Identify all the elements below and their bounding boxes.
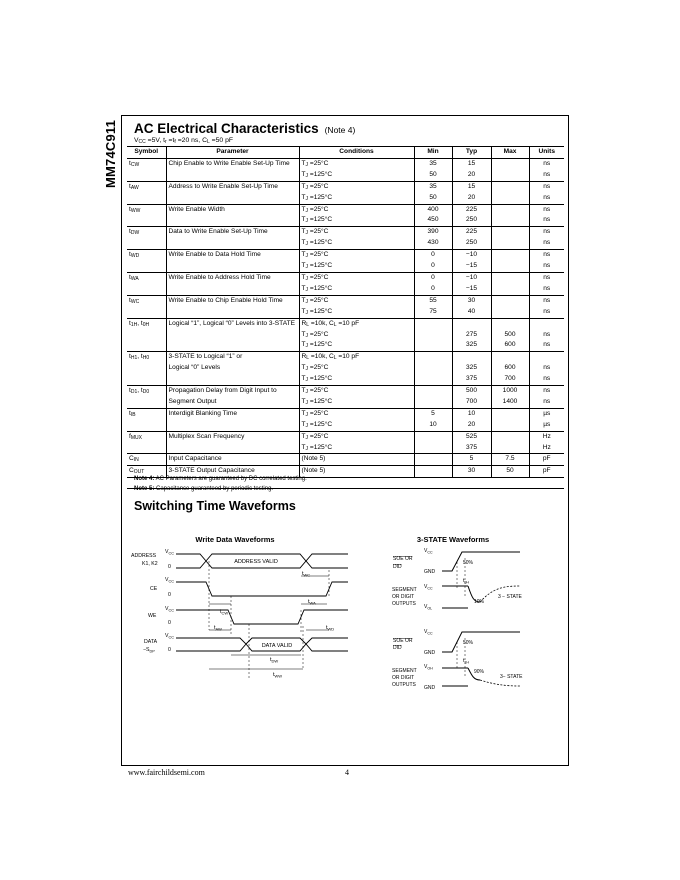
cell-parameter: Input Capacitance — [166, 454, 299, 466]
cell-units: ns — [529, 181, 564, 192]
note-4: Note 4: AC Parameters are guaranteed by DC correlated testing. — [134, 476, 307, 482]
gnd-a: GND — [424, 569, 436, 575]
cell-symbol: $C_{OUT}$ — [127, 466, 166, 478]
vcc-3: $V_{CC}$ — [165, 606, 174, 613]
cell-typ: 30 — [452, 466, 491, 478]
table-row — [127, 443, 564, 454]
cell-typ: 700 — [452, 397, 491, 408]
zero-1: 0 — [168, 564, 171, 570]
cell-max: 500 — [491, 330, 529, 341]
cell-typ — [452, 352, 491, 363]
table-row — [127, 374, 564, 385]
cell-min — [414, 397, 452, 408]
cell-typ: 20 — [452, 420, 491, 431]
cell-symbol — [127, 307, 166, 318]
note-5: Note 5: Capacitance guaranteed by periodic testing. — [134, 486, 274, 492]
cell-conditions: $T_J =25^\circ C$ — [299, 272, 414, 283]
cell-symbol — [127, 238, 166, 249]
vcc-4: $V_{CC}$ — [165, 633, 174, 640]
t-wa-label: $t_{WA}$ — [308, 599, 316, 606]
cell-units: Hz — [529, 431, 564, 442]
cell-min: 450 — [414, 215, 452, 226]
vcc-c: $V_{CC}$ — [424, 629, 433, 636]
cell-max — [491, 170, 529, 181]
cell-min — [414, 454, 452, 466]
table-row — [127, 363, 564, 374]
cell-units: ns — [529, 238, 564, 249]
cell-max — [491, 272, 529, 283]
cell-min: 400 — [414, 204, 452, 215]
cell-symbol: $t_{DW}$ — [127, 227, 166, 238]
cell-max: 600 — [491, 363, 529, 374]
cell-symbol — [127, 170, 166, 181]
table-row — [127, 397, 564, 408]
cell-parameter — [166, 443, 299, 454]
cell-units — [529, 352, 564, 363]
cell-conditions: $T_J =125^\circ C$ — [299, 443, 414, 454]
cell-parameter: Logical “1”, Logical “0” Levels into 3-STATE — [166, 318, 299, 329]
cell-conditions: (Note 5) — [299, 466, 414, 478]
zero-3: 0 — [168, 620, 171, 626]
cell-min — [414, 318, 452, 329]
table-row — [127, 431, 564, 442]
cell-symbol: $f_{MUX}$ — [127, 431, 166, 442]
cell-typ: 250 — [452, 238, 491, 249]
cell-parameter: Write Enable to Data Hold Time — [166, 250, 299, 261]
table-row — [127, 318, 564, 329]
cell-typ: 30 — [452, 295, 491, 306]
cell-parameter — [166, 340, 299, 351]
table-row — [127, 272, 564, 283]
cell-max — [491, 193, 529, 204]
gnd-b: GND — [424, 650, 436, 656]
table-row — [127, 340, 564, 351]
cell-max — [491, 250, 529, 261]
cell-conditions: (Note 5) — [299, 454, 414, 466]
tstate-a: 3 − STATE — [498, 594, 522, 600]
cell-symbol: $t_{H1}$, $t_{H0}$ — [127, 352, 166, 363]
cell-units — [529, 318, 564, 329]
cell-max: 600 — [491, 340, 529, 351]
segment-label-2: SEGMENT — [392, 668, 417, 674]
cell-symbol — [127, 193, 166, 204]
cell-parameter: Segment Output — [166, 397, 299, 408]
cell-max: 7.5 — [491, 454, 529, 466]
cell-conditions: $T_J =25^\circ C$ — [299, 250, 414, 261]
cell-units: ns — [529, 340, 564, 351]
table-row — [127, 352, 564, 363]
outputs-label-1: OUTPUTS — [392, 601, 416, 607]
p50-b: 50% — [463, 640, 474, 646]
segment-label-1: SEGMENT — [392, 587, 417, 593]
cell-typ: −15 — [452, 284, 491, 295]
cell-conditions: $T_J =25^\circ C$ — [299, 227, 414, 238]
cell-parameter — [166, 170, 299, 181]
address-valid-label: ADDRESS VALID — [234, 559, 278, 565]
table-row — [127, 307, 564, 318]
table-row — [127, 204, 564, 215]
cell-units: ns — [529, 272, 564, 283]
page-number: 4 — [345, 768, 349, 777]
cell-min: 0 — [414, 284, 452, 295]
cell-units: ns — [529, 374, 564, 385]
cell-symbol — [127, 215, 166, 226]
t-aw-label: $t_{AW}$ — [214, 625, 222, 632]
cell-typ: 275 — [452, 330, 491, 341]
cell-parameter: Write Enable Width — [166, 204, 299, 215]
cell-max — [491, 307, 529, 318]
cell-max: 1000 — [491, 386, 529, 397]
cell-min — [414, 374, 452, 385]
cell-units: ns — [529, 204, 564, 215]
t-ww-label: $t_{WW}$ — [273, 672, 283, 679]
cell-conditions: $T_J =25^\circ C$ — [299, 181, 414, 192]
cell-conditions: $T_J =125^\circ C$ — [299, 215, 414, 226]
cell-min — [414, 386, 452, 397]
voh-label: $V_{OH}$ — [424, 664, 433, 671]
cell-parameter: Data to Write Enable Set-Up Time — [166, 227, 299, 238]
data-valid-label: DATA VALID — [261, 643, 293, 649]
cell-parameter — [166, 420, 299, 431]
cell-units: ns — [529, 307, 564, 318]
cell-units: ns — [529, 170, 564, 181]
divider — [127, 488, 564, 489]
cell-units: ns — [529, 363, 564, 374]
cell-min: 75 — [414, 307, 452, 318]
cell-min: 0 — [414, 272, 452, 283]
cell-parameter — [166, 261, 299, 272]
cell-units: ns — [529, 227, 564, 238]
cell-min: 390 — [414, 227, 452, 238]
cell-conditions: $T_J =125^\circ C$ — [299, 420, 414, 431]
cell-symbol: $t_{WW}$ — [127, 204, 166, 215]
cell-symbol — [127, 420, 166, 431]
header-parameter: Parameter — [166, 147, 299, 159]
cell-units: ns — [529, 193, 564, 204]
footer-url[interactable]: www.fairchildsemi.com — [128, 768, 205, 777]
cell-parameter — [166, 374, 299, 385]
cell-symbol — [127, 330, 166, 341]
vcc-a: $V_{CC}$ — [424, 548, 433, 555]
header-symbol: Symbol — [127, 147, 166, 159]
cell-typ: 40 — [452, 307, 491, 318]
cell-max — [491, 420, 529, 431]
cell-typ: 375 — [452, 374, 491, 385]
p50-a: 50% — [463, 560, 474, 566]
cell-conditions: $T_J =125^\circ C$ — [299, 193, 414, 204]
header-typ: Typ — [452, 147, 491, 159]
cell-min: 430 — [414, 238, 452, 249]
outputs-label-2: OUTPUTS — [392, 682, 416, 688]
cell-typ: 20 — [452, 170, 491, 181]
cell-parameter: Address to Write Enable Set-Up Time — [166, 181, 299, 192]
p90-label: 90% — [474, 669, 485, 675]
cell-symbol — [127, 340, 166, 351]
header-units: Units — [529, 147, 564, 159]
t-1h-label: $t_{1H}$ — [463, 658, 469, 665]
table-row — [127, 227, 564, 238]
cell-min — [414, 363, 452, 374]
cell-units: ns — [529, 397, 564, 408]
cell-symbol: $t_{WD}$ — [127, 250, 166, 261]
cell-units: ns — [529, 330, 564, 341]
cell-symbol: $t_{AW}$ — [127, 181, 166, 192]
cell-typ: 15 — [452, 181, 491, 192]
cell-max: 50 — [491, 466, 529, 478]
cell-units: pF — [529, 454, 564, 466]
cell-typ: 525 — [452, 431, 491, 442]
header-min: Min — [414, 147, 452, 159]
cell-units: Hz — [529, 443, 564, 454]
cell-units: pF — [529, 466, 564, 478]
ordigit-label-1: OR DIGIT — [392, 594, 415, 600]
address-k-label: K1, K2 — [142, 561, 158, 567]
cell-min: 50 — [414, 193, 452, 204]
cell-max — [491, 181, 529, 192]
cell-parameter — [166, 193, 299, 204]
cell-typ: 325 — [452, 363, 491, 374]
switching-title: Switching Time Waveforms — [134, 499, 296, 513]
cell-min — [414, 466, 452, 478]
cell-units: µs — [529, 408, 564, 419]
cell-conditions: $T_J =25^\circ C$ — [299, 386, 414, 397]
cell-conditions: $T_J =25^\circ C$ — [299, 158, 414, 169]
cell-parameter: Interdigit Blanking Time — [166, 408, 299, 419]
cell-max — [491, 261, 529, 272]
cell-units: ns — [529, 386, 564, 397]
cell-conditions: $T_J =25^\circ C$ — [299, 295, 414, 306]
ce-label: CE — [150, 586, 158, 592]
did-label-2: DID — [393, 645, 402, 651]
table-row — [127, 284, 564, 295]
cell-max — [491, 284, 529, 295]
did-label-1: DID — [393, 564, 402, 570]
soe-label-2: SOE OR — [393, 638, 413, 644]
cell-parameter — [166, 215, 299, 226]
table-row — [127, 158, 564, 169]
cell-units: ns — [529, 261, 564, 272]
cell-typ — [452, 318, 491, 329]
table-body — [127, 158, 564, 477]
cell-parameter: 3-STATE to Logical “1” or — [166, 352, 299, 363]
cell-conditions: $T_J =25^\circ C$ — [299, 431, 414, 442]
table-header-row — [127, 147, 564, 159]
table-row — [127, 295, 564, 306]
t-wd-label: $t_{WD}$ — [326, 625, 335, 632]
table-row — [127, 386, 564, 397]
cell-symbol — [127, 284, 166, 295]
cell-units: ns — [529, 215, 564, 226]
cell-conditions: $T_J =25^\circ C$ — [299, 363, 414, 374]
cell-typ: 500 — [452, 386, 491, 397]
table-row — [127, 408, 564, 419]
t-cw-label: $t_{CW}$ — [220, 609, 229, 616]
table-row — [127, 330, 564, 341]
cell-conditions: $T_J =125^\circ C$ — [299, 170, 414, 181]
cell-symbol: $t_{CW}$ — [127, 158, 166, 169]
table-notes — [134, 474, 307, 494]
cell-min: 5 — [414, 408, 452, 419]
tstate-b: 3− STATE — [500, 674, 523, 680]
cell-min — [414, 340, 452, 351]
cell-max — [491, 158, 529, 169]
cell-symbol — [127, 397, 166, 408]
cell-max — [491, 443, 529, 454]
table-row — [127, 181, 564, 192]
section-title: AC Electrical Characteristics (Note 4) — [134, 121, 356, 136]
cell-min — [414, 352, 452, 363]
t-0h-label: $t_{0H}$ — [463, 578, 469, 585]
cell-max — [491, 352, 529, 363]
cell-conditions: $T_J =125^\circ C$ — [299, 284, 414, 295]
cell-parameter — [166, 238, 299, 249]
cell-parameter: Write Enable to Address Hold Time — [166, 272, 299, 283]
cell-max: 1400 — [491, 397, 529, 408]
zero-2: 0 — [168, 592, 171, 598]
cell-min: 50 — [414, 170, 452, 181]
cell-conditions: $R_L =10k$, $C_L =10$ pF — [299, 352, 414, 363]
table-row — [127, 193, 564, 204]
cell-typ: 5 — [452, 454, 491, 466]
cell-min: 55 — [414, 295, 452, 306]
cell-symbol: $t_{1H}$, $t_{0H}$ — [127, 318, 166, 329]
cell-units: ns — [529, 158, 564, 169]
cell-conditions: $T_J =25^\circ C$ — [299, 204, 414, 215]
cell-typ: −10 — [452, 272, 491, 283]
cell-symbol: $t_{WA}$ — [127, 272, 166, 283]
cell-min — [414, 443, 452, 454]
vcc-2: $V_{CC}$ — [165, 577, 174, 584]
ordigit-label-2: OR DIGIT — [392, 675, 415, 681]
cell-conditions: $T_J =125^\circ C$ — [299, 307, 414, 318]
table-row — [127, 454, 564, 466]
cell-typ: 250 — [452, 215, 491, 226]
cell-symbol: $t_{WC}$ — [127, 295, 166, 306]
cell-max: 700 — [491, 374, 529, 385]
data-sdp-label: $-S_{DP}$ — [143, 647, 155, 654]
cell-symbol — [127, 374, 166, 385]
cell-min — [414, 431, 452, 442]
t-wc-label: $t_{WC}$ — [302, 571, 311, 578]
cell-max — [491, 204, 529, 215]
header-max: Max — [491, 147, 529, 159]
cell-min: 0 — [414, 250, 452, 261]
cell-parameter — [166, 307, 299, 318]
cell-typ: −10 — [452, 250, 491, 261]
table-row — [127, 250, 564, 261]
cell-symbol: $t_{IB}$ — [127, 408, 166, 419]
cell-parameter: Write Enable to Chip Enable Hold Time — [166, 295, 299, 306]
cell-conditions: $T_J =25^\circ C$ — [299, 408, 414, 419]
cell-conditions: $T_J =25^\circ C$ — [299, 330, 414, 341]
cell-typ: 225 — [452, 227, 491, 238]
table-row — [127, 170, 564, 181]
cell-max — [491, 238, 529, 249]
part-number-side-label: MM74C911 — [103, 119, 118, 188]
write-data-waveforms — [128, 530, 368, 720]
table-row — [127, 420, 564, 431]
cell-min: 10 — [414, 420, 452, 431]
cell-max — [491, 227, 529, 238]
gnd-c: GND — [424, 685, 436, 691]
cell-units: µs — [529, 420, 564, 431]
cell-units: ns — [529, 250, 564, 261]
soe-label-1: SOE OR — [393, 556, 413, 562]
table-row — [127, 261, 564, 272]
cell-symbol — [127, 363, 166, 374]
vcc-b: $V_{CC}$ — [424, 584, 433, 591]
tristate-waveforms — [388, 530, 563, 700]
cell-conditions: $T_J =125^\circ C$ — [299, 238, 414, 249]
cell-min: 35 — [414, 158, 452, 169]
cell-conditions: $T_J =125^\circ C$ — [299, 374, 414, 385]
cell-typ: 10 — [452, 408, 491, 419]
cell-symbol: $t_{D1}$, $t_{D0}$ — [127, 386, 166, 397]
cell-units: ns — [529, 284, 564, 295]
zero-4: 0 — [168, 647, 171, 653]
cell-parameter: Logical “0” Levels — [166, 363, 299, 374]
cell-typ: 15 — [452, 158, 491, 169]
cell-max — [491, 408, 529, 419]
ac-characteristics-table — [127, 146, 564, 478]
cell-min: 0 — [414, 261, 452, 272]
cell-parameter: Propagation Delay from Digit Input to — [166, 386, 299, 397]
cell-symbol — [127, 261, 166, 272]
cell-typ: 375 — [452, 443, 491, 454]
cell-parameter — [166, 284, 299, 295]
cell-typ: 325 — [452, 340, 491, 351]
tristate-diagram-title: 3-STATE Waveforms — [416, 535, 490, 544]
cell-conditions: $T_J =125^\circ C$ — [299, 261, 414, 272]
cell-max — [491, 431, 529, 442]
table-row — [127, 238, 564, 249]
table-row — [127, 215, 564, 226]
cell-min — [414, 330, 452, 341]
cell-symbol: $C_{IN}$ — [127, 454, 166, 466]
vcc-1: $V_{CC}$ — [165, 549, 174, 556]
cell-typ: −15 — [452, 261, 491, 272]
cell-symbol — [127, 443, 166, 454]
cell-typ: 20 — [452, 193, 491, 204]
cell-min: 35 — [414, 181, 452, 192]
header-conditions: Conditions — [299, 147, 414, 159]
cell-units: ns — [529, 295, 564, 306]
cell-typ: 225 — [452, 204, 491, 215]
cell-parameter: 3-STATE Output Capacitance — [166, 466, 299, 478]
cell-max — [491, 295, 529, 306]
cell-conditions: $T_J =125^\circ C$ — [299, 397, 414, 408]
address-label: ADDRESS — [131, 553, 157, 559]
cell-conditions: $R_L =10k$, $C_L =10$ pF — [299, 318, 414, 329]
test-conditions: $V_{CC} =5V$, $t_r =t_f =20$ ns, $C_L =50$ pF — [134, 137, 234, 145]
cell-parameter: Multiplex Scan Frequency — [166, 431, 299, 442]
cell-conditions: $T_J =125^\circ C$ — [299, 340, 414, 351]
t-dw-label: $t_{DW}$ — [270, 657, 279, 664]
we-label: WE — [148, 613, 157, 619]
cell-max — [491, 215, 529, 226]
cell-max — [491, 318, 529, 329]
data-label: DATA — [144, 639, 158, 645]
write-diagram-title: Write Data Waveforms — [195, 535, 275, 544]
cell-parameter — [166, 330, 299, 341]
p10-label: 10% — [474, 599, 485, 605]
vol-label: $V_{OL}$ — [424, 604, 433, 611]
cell-parameter: Chip Enable to Write Enable Set-Up Time — [166, 158, 299, 169]
